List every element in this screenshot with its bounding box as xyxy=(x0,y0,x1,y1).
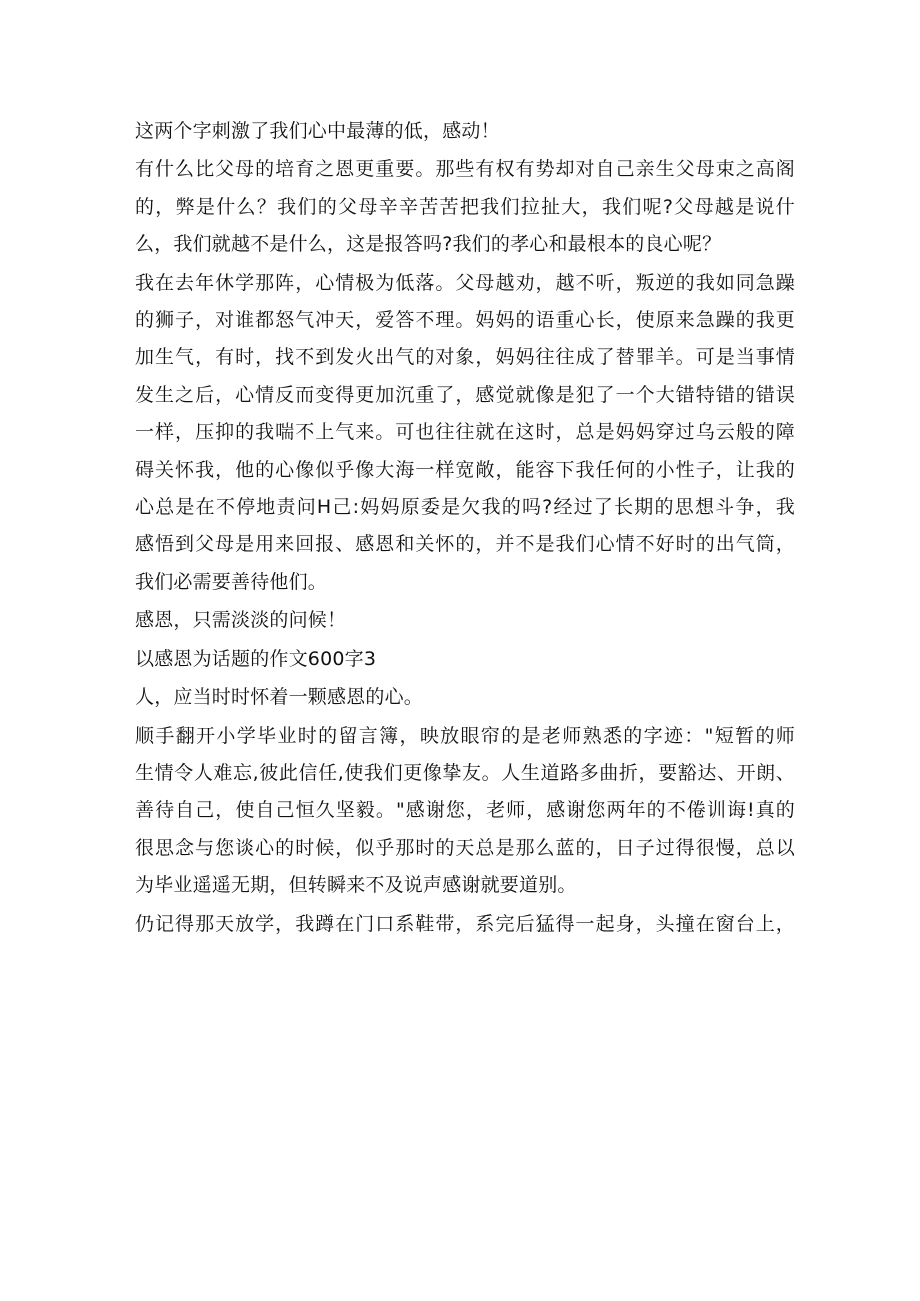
text-line: 有什么比父母的培育之恩更重要。那些有权有势却对自己亲生父母束之高阁 xyxy=(135,158,795,181)
text-line: 一样，压抑的我喘不上气来。可也往往就在这时，总是妈妈穿过乌云般的障 xyxy=(135,421,795,444)
text-line: 生情令人难忘,彼此信任,使我们更像挚友。人生道路多曲折，要豁达、开朗、 xyxy=(135,761,795,784)
paragraph-2 xyxy=(135,151,795,263)
paragraph-7 xyxy=(135,718,795,905)
text-line: 我在去年休学那阵，心情极为低落。父母越劝，越不听，叛逆的我如同急躁 xyxy=(135,271,795,294)
text-line: 为毕业遥遥无期，但转瞬来不及说声感谢就要道别。 xyxy=(135,874,577,897)
text-line: 碍关怀我，他的心像似乎像大海一样宽敞，能容下我任何的小性子，让我的 xyxy=(135,458,795,481)
text-line: 心总是在不停地责问H己:妈妈原委是欠我的吗?经过了长期的思想斗争，我 xyxy=(135,496,795,519)
text-line: 的，弊是什么？我们的父母辛辛苦苦把我们拉扯大，我们呢?父母越是说什 xyxy=(135,195,795,218)
paragraph-8 xyxy=(135,906,795,943)
text-line: 以感恩为话题的作文600字3 xyxy=(135,647,377,670)
text-line: 么，我们就越不是什么，这是报答吗?我们的孝心和最根本的良心呢？ xyxy=(135,233,722,256)
text-line: 善待自己，使自己恒久坚毅。"感谢您，老师，感谢您两年的不倦训诲!真的 xyxy=(135,799,795,822)
paragraph-4 xyxy=(135,602,795,639)
section-heading xyxy=(135,641,795,678)
text-line: 感恩，只需淡淡的问候！ xyxy=(135,609,347,632)
text-line: 感悟到父母是用来回报、感恩和关怀的，并不是我们心情不好时的出气筒， xyxy=(135,533,795,556)
paragraph-1 xyxy=(135,113,795,150)
text-line: 顺手翻开小学毕业时的留言簿，映放眼帘的是老师熟悉的字迹："短暂的师 xyxy=(135,724,795,747)
text-line: 很思念与您谈心的时候，似乎那时的天总是那么蓝的，日子过得很慢，总以 xyxy=(135,836,795,859)
text-line: 仍记得那天放学，我蹲在门口系鞋带，系完后猛得一起身，头撞在窗台上， xyxy=(135,912,795,935)
text-line: 这两个字刺激了我们心中最薄的低，感动！ xyxy=(135,120,500,142)
document-body xyxy=(135,113,795,944)
text-line: 我们必需要善待他们。 xyxy=(135,570,328,593)
text-line: 人，应当时时怀着一颗感恩的心。 xyxy=(135,686,424,709)
text-line: 的狮子，对谁都怒气冲天，爱答不理。妈妈的语重心长，使原来急躁的我更 xyxy=(135,309,795,332)
paragraph-3 xyxy=(135,265,795,602)
text-line: 发生之后，心情反而变得更加沉重了，感觉就像是犯了一个大错特错的错误 xyxy=(135,383,795,406)
text-line: 加生气，有时，找不到发火出气的对象，妈妈往往成了替罪羊。可是当事情 xyxy=(135,346,795,369)
paragraph-6 xyxy=(135,679,795,716)
